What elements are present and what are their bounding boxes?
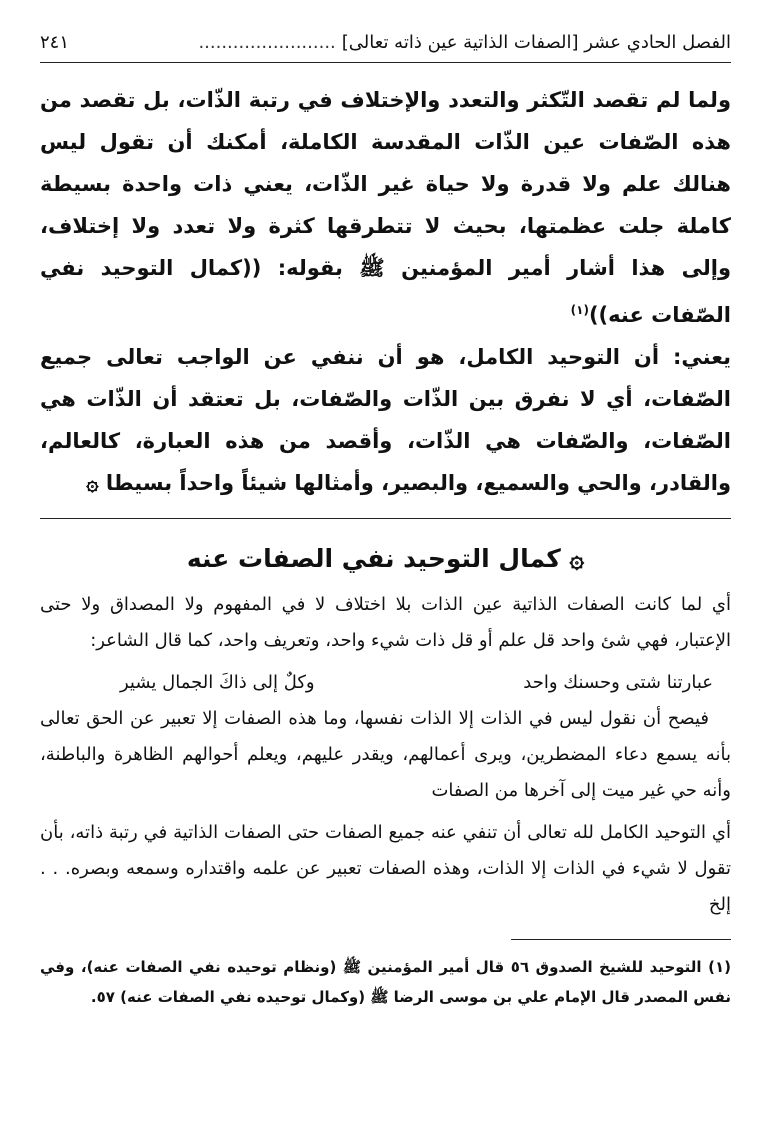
main-paragraph: يعني: أن التوحيد الكامل، هو أن ننفي عن الواجب تعالى جميع الصّفات، أي لا نفرق بين الذّات والصّفات، بل تعتقد أن الذّات هي الصّفات، والصّفات هي الذّات، وأقصد من هذه العبارة، كالعالم، والقادر، والحي والسميع، والبصير، وأمثالها شيئاً واحداً بسيطا ۞ xyxy=(40,345,731,495)
commentary-paragraph: أي لما كانت الصفات الذاتية عين الذات بلا اختلاف لا في المفهوم ولا المصداق ولا حتى الإعتبار، فهي شئ واحد قل علم أو قل ذات شيء واحد، وتعريف واحد، كما قال الشاعر: xyxy=(40,594,731,651)
poem-verse xyxy=(40,659,731,701)
footnote-divider xyxy=(511,939,731,940)
commentary xyxy=(40,587,731,923)
poem-hemistich-2: وكلٌ إلى ذاكَ الجمال يشير xyxy=(120,672,315,693)
commentary-paragraph: فيصح أن نقول ليس في الذات إلا الذات نفسها، وما هذه الصفات إلا تعبير عن الحق تعالى بأنه يسمع دعاء المضطرين، ويرى أعمالهم، ويقدر عليهم، ويعلم أحوالهم الظاهرة والباطنة، وأنه حي غير ميت إلى آخرها من الصفات xyxy=(40,708,731,801)
page-number: ٢٤١ xyxy=(40,32,70,53)
section-divider xyxy=(40,518,731,519)
section-heading: ۞ كمال التوحيد نفي الصفات عنه xyxy=(186,544,585,573)
footnote: (١) التوحيد للشيخ الصدوق ٥٦ قال أمير المؤمنين ﷺ (ونظام توحيده نفي الصفات عنه)، وفي نفس المصدر قال الإمام علي بن موسى الرضا ﷺ (وكمال توحيده نفي الصفات عنه) ٥٧. xyxy=(40,958,731,1006)
leader-dots: ........................ xyxy=(198,32,336,53)
main-paragraph: ولما لم تقصد التّكثر والتعدد والإختلاف في رتبة الذّات، بل تقصد من هذه الصّفات عين الذّات المقدسة الكاملة، أمكنك أن تقول ليس هنالك علم ولا قدرة ولا حياة غير الذّات، يعني ذات واحدة بسيطة كاملة جلت عظمتها، بحيث لا تتطرقها كثرة ولا تعدد ولا إختلاف، وإلى هذا أشار أمير المؤمنين ﷺ بقوله: ((كمال التوحيد نفي الصّفات عنه))$^{(١)}$ xyxy=(40,88,731,327)
main-text xyxy=(40,79,731,504)
footnote-marker: (١) xyxy=(570,303,589,317)
poem-hemistich-1: عبارتنا شتى وحسنك واحد xyxy=(523,672,713,693)
commentary-paragraph: أي التوحيد الكامل لله تعالى أن تنفي عنه جميع الصفات حتى الصفات الذاتية في رتبة ذاته، بأن تقول لا شيء في الذات إلا الذات، وهذه الصفات تعبير عن علمه واقتداره وسمعه وبصره. . . إلخ xyxy=(40,822,731,915)
chapter-title: الفصل الحادي عشر [الصفات الذاتية عين ذاته تعالى] xyxy=(341,32,731,53)
running-header xyxy=(40,28,731,63)
